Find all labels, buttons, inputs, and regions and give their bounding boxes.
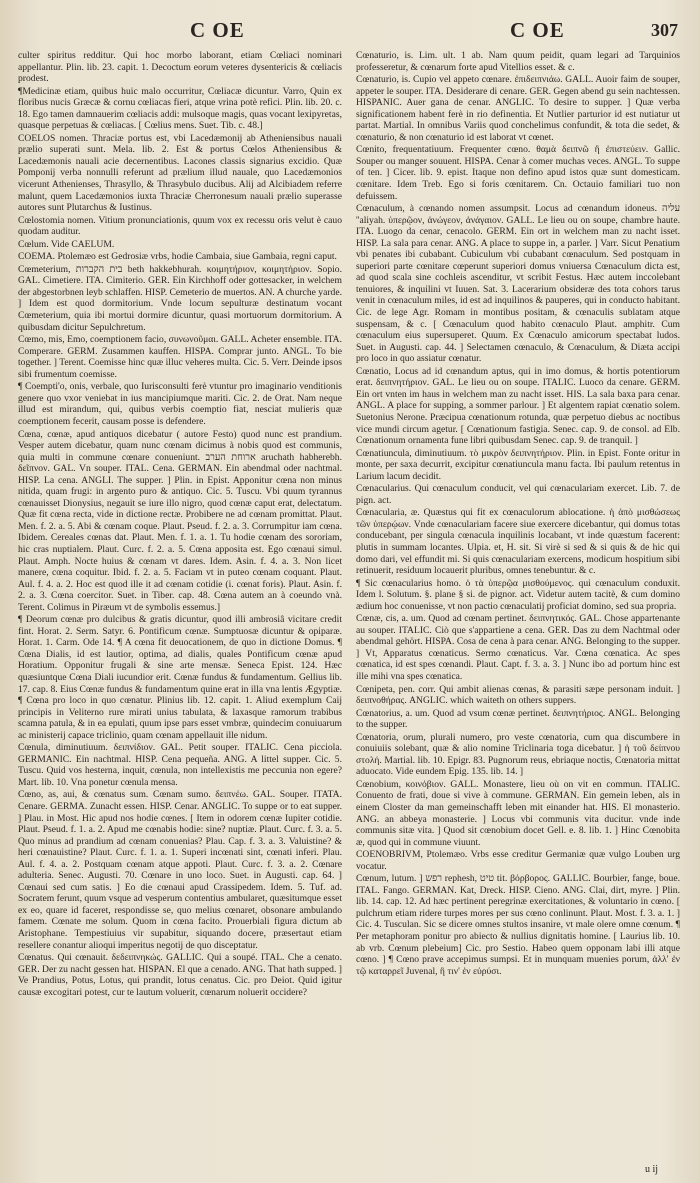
dictionary-entry: culter spiritus redditur. Qui hoc morbo laborant, etiam Cœliaci nominari appellantur. Plin. lib. 23. capit. 1. Decoctum eorum veteres dysentericis & cœliacis prodest. bbox=[18, 50, 342, 85]
dictionary-entry: Cœmo, mis, Emo, coemptionem facio, συνωνοῦμαι. GALL. Acheter ensemble. ITA. Comperare. GERM. Zusammen kauffen. HISPA. Comprar junto. ANGL. To bie together. ] Terent. Coemisse hinc quæ illuc veheres multa. Cic. 5. Verr. Deinde ipsos sibi frumentum coemisse. bbox=[18, 334, 342, 380]
dictionary-entry: Cœnum, lutum. ] רפש rephesh, טיט tit. βόρβορος. GALLIC. Bourbier, fange, boue. ITAL. Fango. GERMAN. Kat, Dreck. HISP. Cieno. ANG. Clai, dirt, myre. ] Plin. lib. 14. cap. 12. Ad hæc pertinent peregrinæ exercitationes, & voluntario in cœno. [ pulchrum etiam ridere turpes mores per sus cœno conlinunt. Plaut. Most. f. 3. a. 1. ] Cic. 4. Tusculan. Sic se dicere omnes stultos insanire, vt male olere omne cœnum. ¶ Per metaphoram ponitur pro abiecto & nullius dignitatis homine. [ Laurius lib. 10. ab vrb. Cœnum plebeium] Cic. pro Sestio. Habeo quem opponam labi illi atque cœno. ] ¶ Cœno prave accepimus sumpsi. Et in munquam muenies porum, ἀλλ' ἐν τῷ καταρρεῖ Juvenal, ἢ τιν' ἐν εὐρύσι. bbox=[356, 873, 680, 977]
dictionary-entry: Cœnatoria, orum, plurali numero, pro veste cœnatoria, cum qua discumbere in conuiuiis solebant, quæ & alio nomine Triclinaria toga dicebatur. ] ἡ τοῦ δείπνου στολή. Martial. lib. 10. Epigr. 83. Pugnorum reus, ebriaque noctis, Cœnatoria mittat aduocato. Vide eundem Epig. 135. lib. 14. ] bbox=[356, 731, 680, 778]
dictionary-entry: COELOS nomen. Thraciæ portus est, vbi Lacedæmonij ab Atheniensibus nauali prælio superati sunt. Mela. lib. 2. Est & portus Cœlos Atheniensibus & Lacedæmonis nauali acie decernentibus. Lacones classis signarius excidio. Quæ Pomponij verba nonnulli referunt ad prælium illud nauale, quo Lacedæmonios vicerunt Athenienses, Thrasyllo, & Thrasybulo ducibus. Alij ad Alcibiadem referre malunt, quem Lacedæmonios iuxta Thraciæ Cherronesum nauali prælio superasse autores sunt Plutarchus & Iustinus. bbox=[18, 132, 342, 214]
two-column-body bbox=[18, 50, 680, 1160]
dictionary-entry: Cœnæ, cis, a. um. Quod ad cœnam pertinet. δειπνητικός. GAL. Chose appartenante au souper. ITALIC. Ciò que s'appartiene a cena. GER. Das zu dem Nachtmal oder abendmal gehört. HISPA. Cosa de cena à para cenar. ANG. Belonging to the supper. ] Vt, Apparatus cœnaticus. Sermo cœnaticus. Var. Cœna cœnatica. Ac spes cœnatica, id est spes cœnandi. Plaut. Capt. f. 3. a. 3. ] Nunc ibo ad portum hinc est ille mihi vna spes cœnatica. bbox=[356, 613, 680, 682]
dictionary-entry: Cœnatorius, a. um. Quod ad vsum cœnæ pertinet. δειπνητήριος. ANGL. Belonging to the supper. bbox=[356, 707, 680, 731]
dictionary-entry: Cœnipeta, pen. corr. Qui ambit alienas cœnas, & parasiti sæpe personam induit. ] δειπνοθήρας. ANGLIC. which waiteth on others suppers. bbox=[356, 683, 680, 707]
catchword: u ij bbox=[644, 1164, 658, 1175]
dictionary-entry: Cœnito, frequentatiuum. Frequenter cœno. θαμὰ δειπνῶ ἢ ἐπιστεύειν. Gallic. Souper ou manger souuent. HISPA. Cenar à comer muchas veces. ANGL. To suppe of ten. ] Cicer. lib. 9. epist. Itaque non defino apud istos quæ sunt domesticam. cœnitare. Idem Treb. Ego si foris cœnitarem. Cn. Octauio familiari tuo non defuissem. bbox=[356, 144, 680, 202]
dictionary-entry: Cœnatus. Qui cœnauit. δεδειπνηκώς. GALLIC. Qui a soupé. ITAL. Che a cenato. GER. Der zu nacht gessen hat. HISPAN. El que a cenado. ANG. That hath supped. ] Ve Prandius, Potus, Lotus, qui prandit, lotus cenatus. Cic. pro Deiot. Quid igitur causæ excogitari potest, cur te lautum voluerit, cœnarum noluerit occidere? bbox=[18, 952, 342, 998]
dictionary-entry: Cœnatiuncula, diminutiuum. τὸ μικρὸν δειπνητήριον. Plin. in Epist. Fonte oritur in monte, per saxa decurrit, excipitur cœnatiuncula manu facta. Ibi paulum retentus in Larium lacum decidit. bbox=[356, 447, 680, 482]
dictionary-entry: ¶ Sic cœnacularius homo. ὁ τὰ ὑπερῷα μισθούμενος. qui cœnaculum conduxit. Idem l. Solutum. §. plane § si. de pignor. act. Videtur autem tacitè, & cum domino ædium hoc conuenisse, vt non pactio cœnaculatij proficiat domino, sed sua propria. bbox=[356, 577, 680, 612]
dictionary-entry: Cœnaturio, is. Cupio vel appeto cœnare. ἐπιδειπνιάω. GALL. Auoir faim de souper, appeter le souper. ITA. Desiderare di cenare. GER. Gegen abend gu sein nachtessen. HISPANIC. Auer gana de cenar. ANGLIC. To desire to supper. ] Quæ verba significationem habent ferè in rio definentia. Et Nutlier parturior id est nutiatur ut partat. Martial. In omnibus Variis quod conchelimus confundit, & tota die sedet, & cœnaturio, & non cœnaturio id est laborat vt cœnet. bbox=[356, 74, 680, 143]
dictionary-entry: ¶ Coempti'o, onis, verbale, quo Iurisconsulti ferè vtuntur pro imaginario venditionis genere quo vxor veniebat in ius mancipiumque mariti. Cic. 2. de Orat. Nam neque illud est mirandum, qui, quibus verbis coemptio fiat, nesciat mulieris quæ coemptionem fecerit, causam posse is defendere. bbox=[18, 381, 342, 427]
dictionary-entry: Cœnobium, κοινόβιον. GALL. Monastere, lieu où on vit en commun. ITALIC. Conuento de frati, doue si vive à commune. GERMAN. Ein gemein leben, als in einem Closter da man gemeinschafft leben mit einander hat. HIS. El monasterio. ANG. an abbeya monasterie. ] Locus vbi communis vita ducitur. vnde inde communis sitæ vita. ] Quod sit cœnobium docet Gell. e. 8. lib. 1. ] Hinc Cœnobita æ, quod qui in commune viuunt. bbox=[356, 778, 680, 848]
dictionary-entry: ¶ Deorum cœnæ pro dulcibus & gratis dicuntur, quod illi ambrosiâ vicitare credit fint. Horat. 2. Serm. Satyr. 6. Pontificum cœnæ. Sumptuosæ dicuntur & opiparæ. Horat. 1. Carm. Ode 14. ¶ A cœna fit deuocationem, de quo in dictione Domus. ¶ Cœna Dialis, id est lautior, optima, ad dialis, quales Pontificum cœnæ apud Horatium. Opponitur frugali & sine arte mensæ. Seneca Epist. 124. Hæc quæsiuntque Cœna Diali iucundior erit. Cœnæ fundus & fundamentum. Gellius lib. 17. cap. 8. Eius Cœnæ fundus & fundamentum quine erat in illa vna lentis Ægyptiæ. ¶ Cœna pro loco in quo cœnatur. Plinius lib. 12. capit. 1. Aliud exemplum Caij principis in Veliterno rure mirati unius tabulata, & laxasque ramorum trabibus scamna patula, & in ea epulati, quum ipse pars esset vmbræ, quindecim conuiuarum ac ministerij capace triclinio, quam cœnam appellauit ille nidum. bbox=[18, 614, 342, 741]
dictionary-entry: Cœnacularius. Qui cœnaculum conducit, vel qui cœnaculariam exercet. Lib. 7. de pign. act. bbox=[356, 483, 680, 506]
left-column bbox=[18, 50, 342, 1160]
right-column bbox=[356, 50, 680, 1160]
dictionary-entry: Cœnaculum, à cœnando nomen assumpsit. Locus ad cœnandum idoneus. עליה ''aliyah. ὑπερῷον, ἀνώγεον, ἀνάγαιον. GALL. Le lieu ou on soupe, chambre haute. ITA. Luogo da cenar, cenacolo. GERM. Ein ort in welchem man zu nacht isset. HISP. La sala para cenar. ANG. A place to suppe in, a parler. ] Varr. Sicut Penatium vbi penates ibi cubabant. Cubiculum vbi cubabant cœnaculum. Sed postquam in superiori parte cœnitare cœperunt superiori domus vniuersa Cœnaculum dicta est, ad quod scala sine cochleis ascenditur, vt scribit Festus. Hæc autem inccolebant tenuiores, & inquilini vt Iuuen. Sat. 3. Lacerarium obsideræ des tota cohors tarus venit in cœnaculum miles, id est ad inquilinos & pauperes, qui in conducto habitant. Cic. de lege Agr. Romam in montibus positam, & cœnaculis sublatam atque suspensam, & c. [ Cœnaculum quod habito cœnaculo Plaut. amphitr. Cum cœnaculum eius supersuperet. Quum. Ex Cœnaculo amicorum spectabat ludos. Suet. in Augusti. cap. 44. ] Selectamen cœnaculo, & Cœnaculum, & Diæta accipi pro loco in quo assiatur cœnatur. bbox=[356, 203, 680, 365]
dictionary-entry: Cœnacularia, æ. Quæstus qui fit ex cœnaculorum ablocatione. ἡ ἀπὸ μισθώσεως τῶν ὑπερῴων. Vnde cœnaculariam facere siue exercere dicebantur, qui domus totas conducebant, per singula cœnacula inquilinis locabant, vt inde quæstum facerent: plutis in summam locantes. Ulpia. et, H. sit. Si virè si sed & si quis & de hic qui domo dari, vel effundit mi. Si quis cœnaculariam exercens, modicum hospitium sibi retinuerit, residuum locauerit pluribus, omnes tenebuntur. & c. bbox=[356, 507, 680, 577]
dictionary-entry: Cœmeterium, בית הקברות beth hakkebhurah. κοιμητήριον, κοιμητήριον. Sopio. GAL. Cimetiere. ITA. Cimiterio. GER. Ein Kirchhoff oder gottesacker, in welchem der abgestorbnen leyb schlaffen. HISP. Cemeterio de muertos. AN. A churche yarde. ] Idem est quod dormitorium. Vnde locum sepulturæ destinatum vocant Cœmeterium, quia ibi mortui dormire dicuntur, quasi mortuorum dormitorium. A quibusdam dicitur Sepulchretum. bbox=[18, 263, 342, 333]
dictionary-entry: COENOBRIVM, Ptolemæo. Vrbs esse creditur Germaniæ quæ vulgo Louben urg vocatur. bbox=[356, 849, 680, 872]
dictionary-entry: Cœnaturio, is. Lim. ult. 1 ab. Nam quum peidit, quam legari ad Tarquinios professeretur, & cœnarum forte apud Vitellios esset. & c. bbox=[356, 50, 680, 73]
running-header bbox=[18, 14, 680, 50]
page-number: 307 bbox=[651, 20, 678, 40]
dictionary-entry: Cœlum. Vide CAELUM. bbox=[18, 238, 115, 250]
dictionary-entry: COEMA. Ptolemæo est Gedrosiæ vrbs, hodie Cambaia, siue Gambaia, regni caput. bbox=[18, 251, 337, 263]
right-running-head: C OE bbox=[510, 18, 565, 42]
dictionary-entry: Cœnula, diminutiuum. δειπνίδιον. GAL. Petit souper. ITALIC. Cena picciola. GERMANIC. Ein nachtmal. HISP. Cena pequeña. ANG. A littel supper. Cic. 5. Tuscu. Quid vos hesterna, inquit, cœnula, non intellexistis me peccunia non egere? Mart. lib. 10. Vna ponetur cœnula mensa. bbox=[18, 742, 342, 788]
dictionary-entry: Cœna, cœnæ, apud antiquos dicebatur ( autore Festo) quod nunc est prandium. Vesper autem dicebatur, quam nunc cœnam dicimus à nobis quod est communis, quia multi in commune cœnare conueniunt. ארוחת הערב aruchath habherebh. δεῖπνον. GAL. Vn souper. ITAL. Cena. GERMAN. Ein abendmal oder nachtmal. HISP. La cena. ANGLI. The supper. ] Plin. in Epist. Apponitur cœna non minus nitida, quam frugi: in argento puro & antiquo. Cic. 5. Tuscu. Vbi quum tyrannus cœnauisset Dionysius, negauit se iure illo nigro, quod cœnæ caput erat, delectatum. Quæ fit cœna recta, vide in dictione rectæ. Probibere ne ad cœnam promittat. Plaut. Men. f. 2. a. 5. Abi & cœnam coque. Plaut. Pseud. f. 2. a. 3. Corrumpitur iam cœna. Ibidem. Cereales cœnas dat. Plaut. Men. f. 1. a. 1. Tu hodie cœnam des sororiam, hic cras nuptialem. Plaut. Curc. f. 2. a. 5. Cœna apposita est. Ego cœnaui simul. Plaut. Amph. Nocte huius & cœnam vt dares. Idem. Asin. f. 4. a. 3. Non licet manere, cœna coquitur. Ibid. f. 2. a. 5. Faciam vt in puteo cœnam coquant. Plaut. Aul. f. 4. a. 2. Hoc est quod ille it ad cœnam cotidie (i. cœnat foris). Plaut. Asin. f. 2. a. 3. Cœna coercitor. Suet. in Tiber. cap. 48. Cœna autem an à coeundo vnà. Terent. Colimus in Piræum vt de symbolis essemus.] bbox=[18, 428, 342, 613]
dictionary-entry: Cœno, as, aui, & cœnatus sum. Cœnam sumo. δειπνέω. GAL. Souper. ITATA. Cenare. GERMA. Zunacht essen. HISP. Cenar. ANGLIC. To suppe or to eat supper. ] Plau. in Most. Hic apud nos hodie cœnes. [ Item in odorem cœnæ Iupiter cotidie. Plaut. Pseud. f. 1. a. 2. Apud me cœnabis hodie: sine? nuptiæ. Plaut. Curc. f. 3. a. 5. Quo minus ad prandium ad cœnam conuenias? Plau. Cap. f. 3. a. 3. Valuistine? & heri cœnauistine? Plaut. Curc. f. 1. a. 1. Superi incœnati sint, cœnati inferi. Plau. Aul. f. 4. a. 2. Postquam cœnam atque appoti. Plaut. Curc. f. 3. a. 2. Cœnare adulteria. Senec. Augusti. 70. Cœnare in uno loco. Suet. in Augusti. cap. 64. ] Cœnaui sed cum satis. ] Eo die cœnaui apud Crassipedem. Idem. 5. Tuf. ad. Socratem ferunt, quum vsque ad vesperum contentius ambularet, quæsitumque esset ex eo, quare id faceret, respondisse se, quo melius cœnaret, obsonare ambulando famem. Cœnate me solum. Quom in cœna facito. Prouerbiali figura dictum ab Aristophane. Tempestiuius vir supabitur, siquando docere, præsertaut etiam resellere conantur alioqui imperitus negotij de quo disceptatur. bbox=[18, 789, 342, 951]
left-running-head: C OE bbox=[190, 18, 245, 42]
dictionary-entry: ¶Medicinæ etiam, quibus huic malo occurritur, Cœliacæ dicuntur. Varro, Quin ex floribus nucis Græcæ & cornu cœliacas fieri, atque vrina potè refici. Plin. lib. 20. c. 18. Ego tamen damnauerim cœliacis addi: mulsoque magis, quas vocant lexipyretas, quasque perpetuas & cœliacas. [ Cœlius mens. Suet. Tib. c. 48.] bbox=[18, 85, 342, 132]
dictionary-entry: Cœlostomia nomen. Vitium pronunciationis, quum vox ex recessu oris velut è cauo quodam auditur. bbox=[18, 214, 342, 238]
dictionary-entry: Cœnatio, Locus ad id cœnandum aptus, qui in imo domus, & hortis potentiorum erat. δειπνητήριον. GAL. Le lieu ou on soupe. ITALIC. Luoco da cenare. GERM. Ein ort vnten im haus in welchem man zu nacht isset. HIS. La sala baxa para cenar. ANGL. A place for supping, a sommer parlour. ] Et algentem rapiat cœnatio solem. Suetonius Nerone. Præcipua cœnationum rotunda, quæ perpetuo diebus ac noctibus vice mundi circum agetur. [ Cœnationum fastigia. Senec. cap. 9. de consol. ad Elb. Cœnationum ornamenta fune libri quibusdam Senec. cap. 9. de tranquil. ] bbox=[356, 365, 680, 447]
